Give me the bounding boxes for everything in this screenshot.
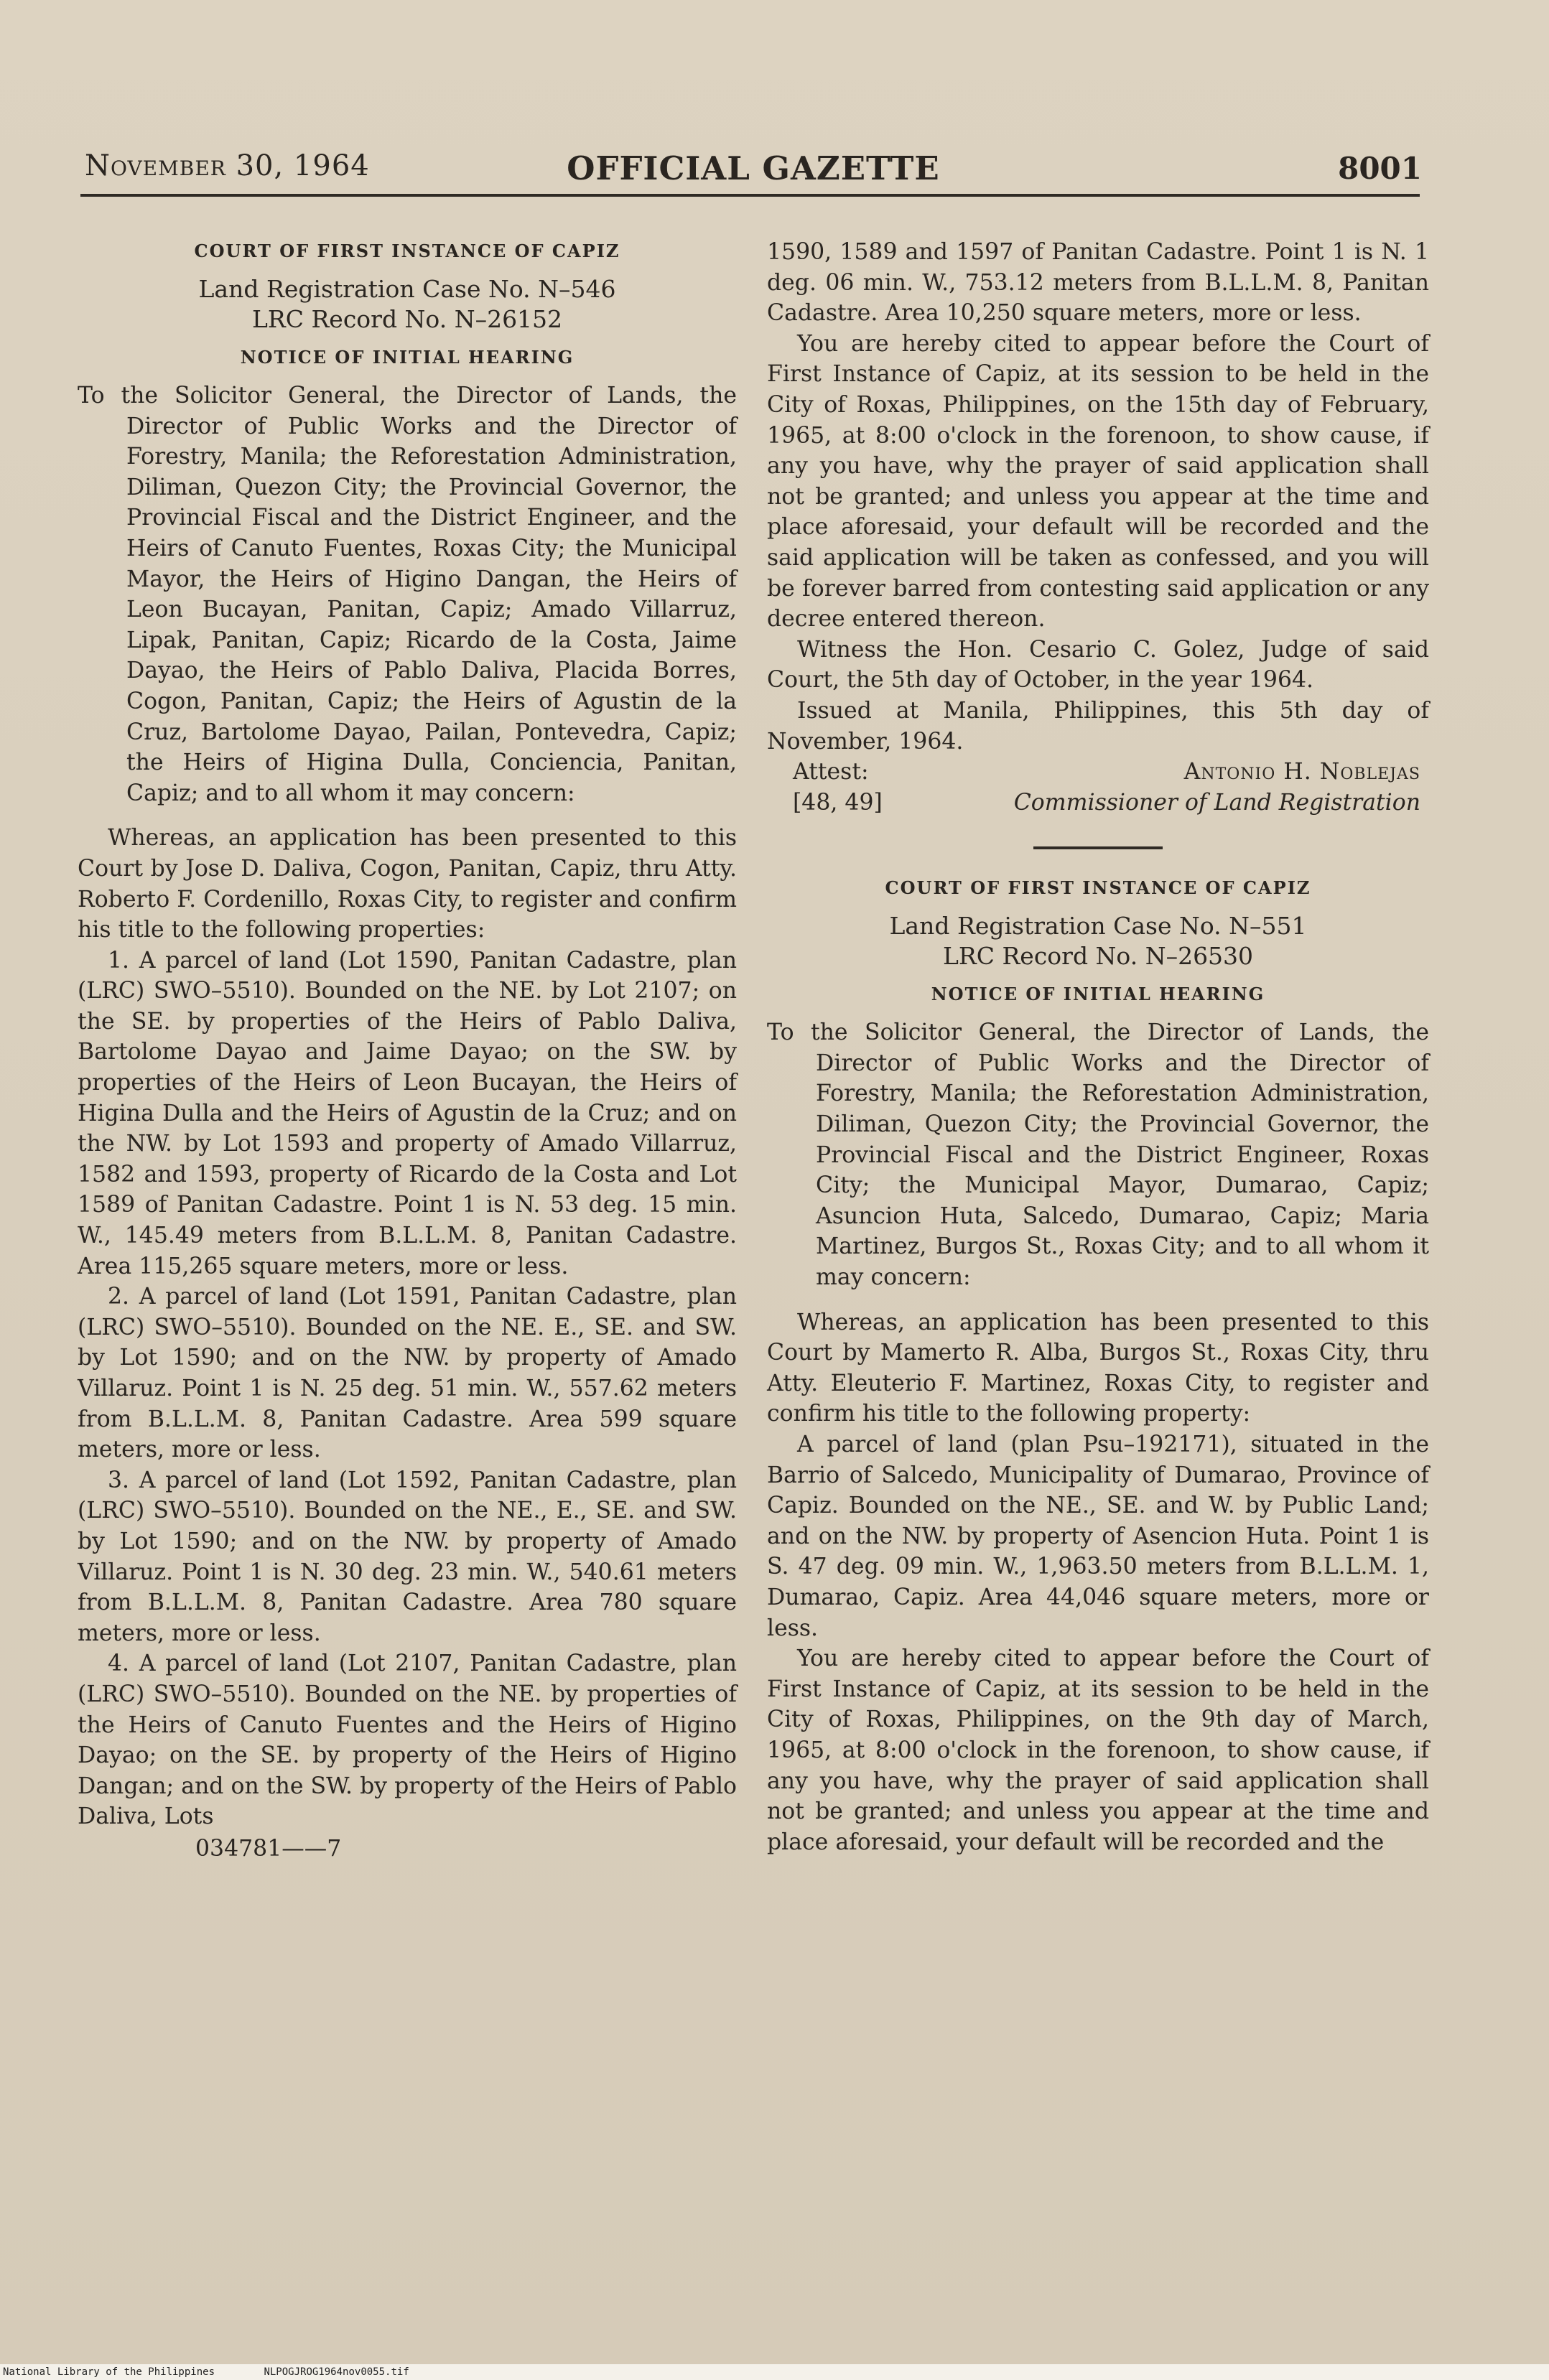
addressee-paragraph-2: To the Solicitor General, the Director of Lands, the Director of Public Works and the Director of Forestry, Manila; the Reforestation Administration, Diliman, Quezon City; the Provincial Governor, the Provincial Fiscal and the District Engineer, Roxas City; the Municipal Mayor, Dumarao, Capiz; Asuncion Huta, Salcedo, Dumarao, Capiz; Maria Martinez, Burgos St., Roxas City; and to all whom it may concern: <box>767 1019 1429 1291</box>
header-date: November 30, 1964 <box>85 149 370 182</box>
scan-source: National Library of the Philippines <box>3 2366 215 2378</box>
property-item-1: 1. A parcel of land (Lot 1590, Panitan Cadastre, plan (LRC) SWO–5510). Bounded on the NE. by Lot 2107; on the SE. by properties of the Heirs of Pablo Daliva, Bartolome Dayao and Jaime Dayao; on the SW. by properties of the Heirs of Leon Bucayan, the Heirs of Higina Dulla and the Heirs of Agustin de la Cruz; and on the NW. by Lot 1593 and property of Amado Villarruz, 1582 and 1593, property of Ricardo de la Costa and Lot 1589 of Panitan Cadastre. Point 1 is N. 53 deg. 15 min. W., 145.49 meters from B.L.L.M. 8, Panitan Cadastre. Area 115,265 square meters, more or less. <box>78 947 737 1279</box>
scan-filename: NLPOGJROG1964nov0055.tif <box>264 2366 409 2378</box>
addressee-paragraph: To the Solicitor General, the Director of Lands, the Director of Public Works and the Director of Forestry, Manila; the Reforestation Administration, Diliman, Quezon City; the Provincial Governor, the Provincial Fiscal and the District Engineer, and the Heirs of Canuto Fuentes, Roxas City; the Municipal Mayor, the Heirs of Higino Dangan, the Heirs of Leon Bucayan, Panitan, Capiz; Amado Villarruz, Lipak, Panitan, Capiz; Ricardo de la Costa, Jaime Dayao, the Heirs of Pablo Daliva, Placida Borres, Cogon, Panitan, Capiz; the Heirs of Agustin de la Cruz, Bartolome Dayao, Pailan, Pontevedra, Capiz; the Heirs of Higina Dulla, Conciencia, Panitan, Capiz; and to all whom it may concern: <box>78 383 737 806</box>
court-heading-2: COURT OF FIRST INSTANCE OF CAPIZ <box>885 877 1311 899</box>
attest-title: Commissioner of Land Registration <box>1013 789 1420 816</box>
section-divider <box>1033 846 1163 849</box>
case-number-2: Land Registration Case No. N–551 <box>889 912 1307 941</box>
right-column <box>767 237 1429 1857</box>
page-header <box>85 149 1422 192</box>
notice-heading-2: NOTICE OF INITIAL HEARING <box>931 984 1265 1005</box>
property-item-4: 4. A parcel of land (Lot 2107, Panitan Cadastre, plan (LRC) SWO–5510). Bounded on the NE. by properties of the Heirs of Canuto Fuentes and the Heirs of Higino Dayao; on the SE. by property of the Heirs of Higino Dangan; and on the SW. by property of the Heirs of Pablo Daliva, Lots <box>78 1651 737 1830</box>
parcel-paragraph-2: A parcel of land (plan Psu–192171), situated in the Barrio of Salcedo, Municipality of Dumarao, Province of Capiz. Bounded on the NE., SE. and W. by Public Land; and on the NW. by property of Asencion Huta. Point 1 is S. 47 deg. 09 min. W., 1,963.50 meters from B.L.L.M. 1, Dumarao, Capiz. Area 44,046 square meters, more or less. <box>767 1432 1429 1641</box>
attest-line <box>767 757 1429 788</box>
issued-paragraph: Issued at Manila, Philippines, this 5th day of November, 1964. <box>767 697 1429 755</box>
case-number: Land Registration Case No. N–546 <box>198 275 616 303</box>
header-title: OFFICIAL GAZETTE <box>567 149 940 187</box>
attest-title-line <box>767 788 1429 818</box>
whereas-paragraph-2: Whereas, an application has been presented to this Court by Mamerto R. Alba, Burgos St., Roxas City, thru Atty. Eleuterio F. Martinez, Roxas City, to register and confirm his title to the following property: <box>767 1309 1429 1427</box>
attest-reference: [48, 49] <box>793 789 883 816</box>
property-item-3: 3. A parcel of land (Lot 1592, Panitan Cadastre, plan (LRC) SWO–5510). Bounded on the NE., E., SE. and SW. by Lot 1590; and on the NW. by property of Amado Villaruz. Point 1 is N. 30 deg. 23 min. W., 540.61 meters from B.L.L.M. 8, Panitan Cadastre. Area 780 square meters, more or less. <box>78 1467 737 1646</box>
scan-footer-strip <box>0 2364 1549 2380</box>
notice-heading: NOTICE OF INITIAL HEARING <box>240 347 575 368</box>
print-job-number: 034781——7 <box>195 1835 342 1862</box>
witness-paragraph: Witness the Hon. Cesario C. Golez, Judge of said Court, the 5th day of October, in the year 1964. <box>767 636 1429 694</box>
attest-label: Attest: <box>793 759 869 785</box>
cited-paragraph: You are hereby cited to appear before the Court of First Instance of Capiz, at its session to be held in the City of Roxas, Philippines, on the 15th day of February, 1965, at 8:00 o'clock in the forenoon, to show cause, if any you have, why the prayer of said application shall not be granted; and unless you appear at the time and place aforesaid, your default will be recorded and the said application will be taken as confessed, and you will be forever barred from contesting said application or any decree entered thereon. <box>767 330 1429 633</box>
header-rule <box>80 194 1420 197</box>
cited-paragraph-2: You are hereby cited to appear before the Court of First Instance of Capiz, at its session to be held in the City of Roxas, Philippines, on the 9th day of March, 1965, at 8:00 o'clock in the forenoon, to show cause, if any you have, why the prayer of said application shall not be granted; and unless you appear at the time and place aforesaid, your default will be recorded and the <box>767 1646 1429 1855</box>
property-item-2: 2. A parcel of land (Lot 1591, Panitan Cadastre, plan (LRC) SWO–5510). Bounded on the NE. E., SE. and SW. by Lot 1590; and on the NW. by property of Amado Villaruz. Point 1 is N. 25 deg. 51 min. W., 557.62 meters from B.L.L.M. 8, Panitan Cadastre. Area 599 square meters, more or less. <box>78 1284 737 1463</box>
record-number: LRC Record No. N–26152 <box>251 305 563 333</box>
whereas-paragraph: Whereas, an application has been presented to this Court by Jose D. Daliva, Cogon, Panitan, Capiz, thru Atty. Roberto F. Cordenillo, Roxas City, to register and confirm his title to the following properties: <box>78 825 737 943</box>
header-page-number: 8001 <box>1338 151 1422 186</box>
record-number-2: LRC Record No. N–26530 <box>942 942 1254 971</box>
attest-signatory: Antonio H. Noblejas <box>1183 759 1420 785</box>
left-column <box>78 237 737 1865</box>
court-heading: COURT OF FIRST INSTANCE OF CAPIZ <box>194 241 620 261</box>
continued-paragraph: 1590, 1589 and 1597 of Panitan Cadastre. Point 1 is N. 1 deg. 06 min. W., 753.12 meters from B.L.L.M. 8, Panitan Cadastre. Area 10,250 square meters, more or less. <box>767 239 1429 327</box>
